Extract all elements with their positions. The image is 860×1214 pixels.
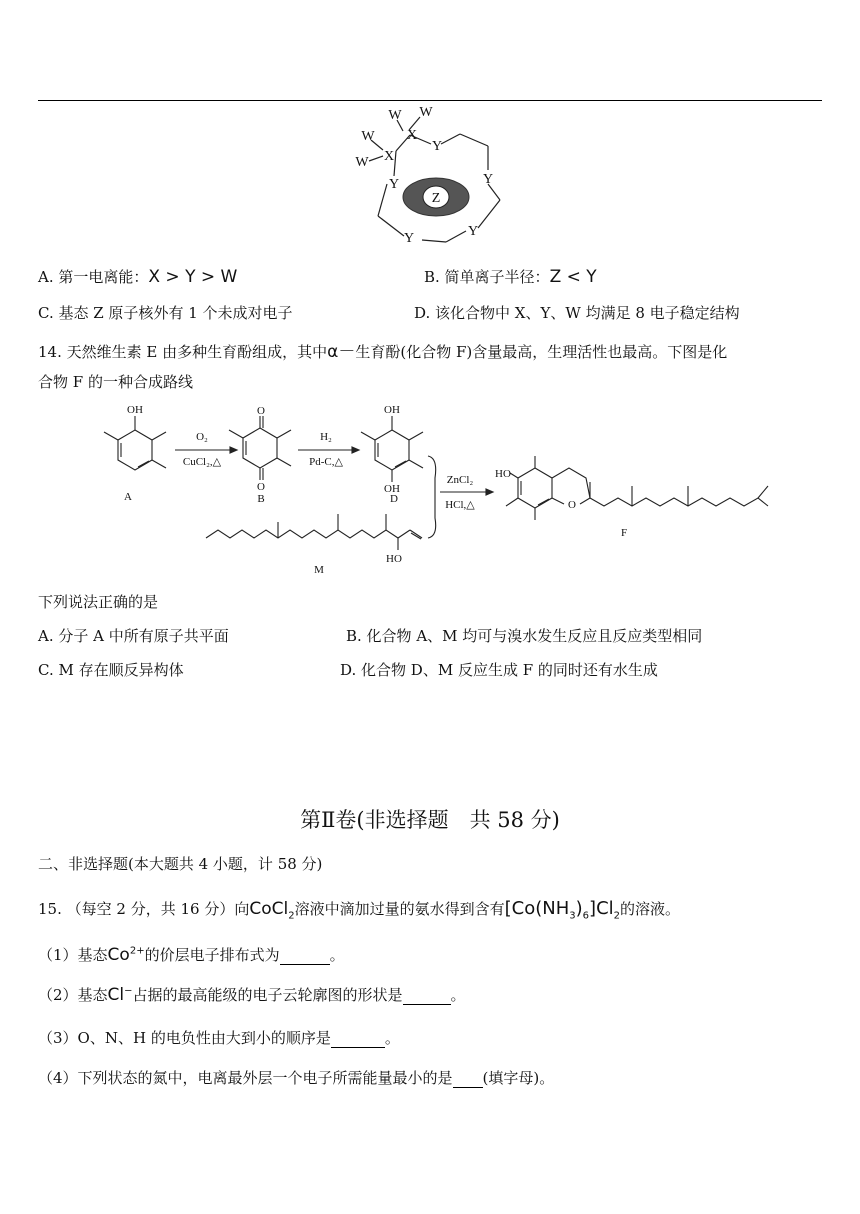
section-heading: 二、非选择题(本大题共 4 小题，计 58 分) [38, 855, 323, 873]
option-a-expr: X > Y > W [148, 267, 238, 287]
sub2-text-a: （2）基态 [38, 986, 108, 1004]
q14-text-a: 14. 天然维生素 E 由多种生育酚组成，其中 [38, 343, 328, 361]
sub2-text-b: 占据的最高能级的电子云轮廓图的形状是 [132, 986, 403, 1004]
top-rule [38, 100, 822, 101]
atom-label-y: Y [482, 172, 494, 187]
q14-question-stem: 下列说法正确的是 [38, 593, 159, 611]
answer-blank-2[interactable] [403, 986, 451, 1005]
answer-blank-4[interactable] [453, 1069, 483, 1088]
atom-label-y: Y [388, 177, 400, 192]
atom-label-w: W [419, 105, 433, 120]
q14-option-c: C. M 存在顺反异构体 [38, 661, 184, 679]
m-ho-label: HO [386, 553, 402, 565]
complex-cl: Cl [596, 898, 614, 919]
q13-option-b [424, 266, 597, 287]
q15-sub3 [38, 1027, 400, 1048]
q14-text-b: 生育酚(化合物 F)含量最高，生理活性也最高。下图是化 [355, 343, 728, 361]
step2-condition: Pd-C,△ [309, 456, 343, 468]
q15-text-c: 的溶液。 [620, 900, 681, 918]
q14-stem-line1 [38, 337, 727, 362]
sub4-text-a: （4）下列状态的氮中，电离最外层一个电子所需能量最小的是 [38, 1069, 453, 1087]
q14-option-a: A. 分子 A 中所有原子共平面 [38, 627, 229, 645]
sub1-text-b: 的价层电子排布式为 [144, 946, 280, 964]
q13-option-a [38, 266, 237, 287]
sub1-text-c: 。 [329, 946, 345, 964]
f-o-label: O [568, 499, 576, 511]
alpha-symbol: α－ [327, 342, 356, 362]
q13-option-d: D. 该化合物中 X、Y、W 均满足 8 电子稳定结构 [414, 304, 740, 322]
co-ion-charge: 2+ [129, 945, 145, 957]
label-a: A [124, 491, 132, 503]
atom-label-y: Y [431, 139, 443, 154]
atom-label-w: W [388, 108, 402, 123]
sub2-text-c: 。 [450, 986, 466, 1004]
co-ion-symbol: Co [107, 945, 130, 965]
atom-label-y: Y [403, 231, 415, 246]
label-b: B [257, 493, 265, 505]
option-b-text: B. 简单离子半径： [424, 268, 550, 286]
q13-option-c: C. 基态 Z 原子核外有 1 个未成对电子 [38, 304, 293, 322]
q13-crown-diagram [340, 104, 530, 254]
label-f: F [620, 527, 628, 539]
q14-option-b: B. 化合物 A、M 均可与溴水发生反应且反应类型相同 [346, 627, 703, 645]
q15-sub2 [38, 984, 466, 1005]
sub4-text-c: (填字母)。 [482, 1069, 555, 1087]
label-d: D [390, 493, 398, 505]
option-a-text: A. 第一电离能： [38, 268, 149, 286]
a-oh-label: OH [127, 404, 143, 416]
complex-nh3: NH [542, 898, 570, 919]
atom-label-w: W [355, 155, 369, 170]
atom-label-y: Y [467, 224, 479, 239]
answer-blank-1[interactable] [280, 946, 330, 965]
atom-label-x: X [383, 149, 395, 164]
step3-reagent: ZnCl₂ [446, 474, 474, 486]
complex-co: Co [511, 898, 536, 919]
complex-formula: $[Co(NH_3)_6]Cl_2$ [504, 898, 621, 922]
q15-sub4 [38, 1067, 554, 1088]
q14-option-d: D. 化合物 D、M 反应生成 F 的同时还有水生成 [340, 661, 658, 679]
d-oh-bottom: OH [384, 483, 400, 495]
co-ion [108, 945, 145, 965]
step2-reagent: H₂ [320, 431, 332, 443]
atom-label-w: W [361, 129, 375, 144]
option-b-expr: Z < Y [549, 267, 597, 287]
cl-ion-charge: − [124, 985, 133, 997]
step1-condition: CuCl₂,△ [182, 456, 222, 468]
sub1-text-a: （1）基态 [38, 946, 108, 964]
d-oh-top: OH [384, 404, 400, 416]
label-m: M [314, 564, 324, 576]
q15-intro [38, 898, 680, 922]
cocl2-text: CoCl [249, 899, 289, 919]
q15-text-a: 15. （每空 2 分，共 16 分）向 [38, 900, 250, 918]
cl-ion-symbol: Cl [107, 985, 125, 1005]
step3-condition: HCl,△ [445, 499, 475, 511]
answer-blank-3[interactable] [331, 1029, 385, 1048]
synthesis-scheme [90, 398, 780, 583]
sub3-text-c: 。 [384, 1029, 400, 1047]
q14-stem-line2: 合物 F 的一种合成路线 [38, 373, 193, 391]
q15-text-b: 溶液中滴加过量的氨水得到含有 [294, 900, 505, 918]
section-title: 第Ⅱ卷(非选择题 共 58 分) [300, 808, 560, 832]
cocl2-formula: CoCl$_2$ [249, 899, 295, 922]
sub3-text-a: （3）O、N、H 的电负性由大到小的顺序是 [38, 1029, 331, 1047]
atom-label-x: X [406, 128, 418, 143]
b-o-top: O [257, 405, 265, 417]
step1-reagent: O₂ [196, 431, 208, 443]
b-o-bottom: O [257, 481, 265, 493]
q15-sub1 [38, 944, 345, 965]
cl-ion [108, 985, 133, 1005]
f-ho-label: HO [495, 468, 511, 480]
atom-label-z: Z [431, 191, 441, 206]
